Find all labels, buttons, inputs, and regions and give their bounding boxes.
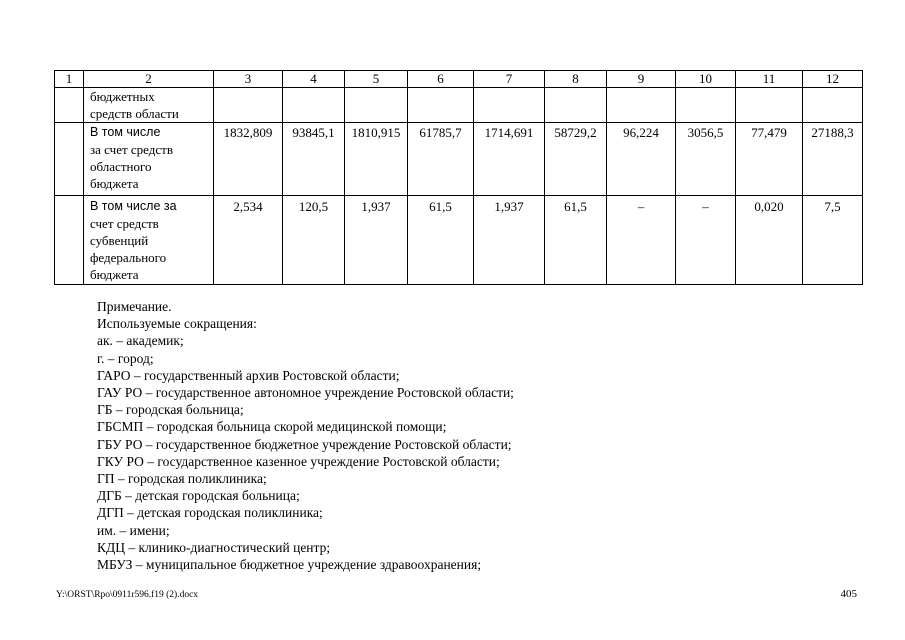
note-line: ГБСМП – городская больница скорой медицинской помощи; [97, 419, 447, 435]
value-cell: 1832,809 [214, 123, 283, 196]
note-line: г. – город; [97, 350, 154, 366]
row-label-cell [84, 123, 214, 196]
note-line: ДГП – детская городская поликлиника; [97, 505, 323, 521]
note-line: ГАУ РО – государственное автономное учреждение Ростовской области; [97, 385, 514, 401]
row-number-cell [55, 196, 84, 285]
value-cell: 61,5 [545, 196, 607, 285]
column-header: 4 [283, 71, 345, 88]
value-cell [803, 88, 863, 123]
column-header: 10 [676, 71, 736, 88]
note-line: ГБ – городская больница; [97, 402, 244, 418]
note-line: ГП – городская поликлиника; [97, 471, 267, 487]
column-header: 3 [214, 71, 283, 88]
value-cell [607, 88, 676, 123]
note-line: Используемые сокращения: [97, 316, 257, 332]
row-label-line: бюджетных [90, 89, 155, 104]
value-cell: 1810,915 [345, 123, 408, 196]
row-label-line: В том числе за [90, 199, 177, 213]
row-label-line: бюджета [90, 267, 139, 282]
page-number: 405 [840, 588, 857, 600]
row-label-cell [84, 196, 214, 285]
column-header: 12 [803, 71, 863, 88]
note-line: МБУЗ – муниципальное бюджетное учреждение здравоохранения; [97, 557, 482, 573]
table-row [55, 123, 863, 196]
note-line: ДГБ – детская городская больница; [97, 488, 300, 504]
note-line: ГКУ РО – государственное казенное учреждение Ростовской области; [97, 453, 500, 469]
value-cell: 3056,5 [676, 123, 736, 196]
value-cell: 93845,1 [283, 123, 345, 196]
value-cell: 1,937 [474, 196, 545, 285]
footer-file-path: Y:\ORST\Rpo\0911r596.f19 (2).docx [56, 590, 199, 600]
value-cell: 58729,2 [545, 123, 607, 196]
value-cell: 27188,3 [803, 123, 863, 196]
row-label-cell [84, 88, 214, 123]
value-cell [545, 88, 607, 123]
row-label-line: субвенций [90, 233, 149, 248]
column-header: 1 [55, 71, 84, 88]
table-row [55, 196, 863, 285]
row-label-line: за счет средств [90, 142, 173, 157]
column-header: 2 [84, 71, 214, 88]
value-cell: – [676, 196, 736, 285]
row-label-line: бюджета [90, 176, 139, 191]
column-header: 5 [345, 71, 408, 88]
column-header: 8 [545, 71, 607, 88]
note-line: ГБУ РО – государственное бюджетное учреждение Ростовской области; [97, 436, 512, 452]
row-label-line: федерального [90, 250, 167, 265]
value-cell: 77,479 [736, 123, 803, 196]
value-cell: 1,937 [345, 196, 408, 285]
row-number-cell [55, 88, 84, 123]
value-cell: 61785,7 [408, 123, 474, 196]
row-label-line: областного [90, 159, 152, 174]
note-line: ак. – академик; [97, 333, 184, 349]
value-cell: 96,224 [607, 123, 676, 196]
value-cell [283, 88, 345, 123]
budget-table [54, 70, 863, 285]
row-number-cell [55, 123, 84, 196]
column-header: 9 [607, 71, 676, 88]
value-cell: 0,020 [736, 196, 803, 285]
value-cell [408, 88, 474, 123]
value-cell: 7,5 [803, 196, 863, 285]
column-header: 6 [408, 71, 474, 88]
value-cell [676, 88, 736, 123]
table-header-row [55, 71, 863, 88]
abbreviations-note [97, 298, 514, 573]
value-cell: 120,5 [283, 196, 345, 285]
table-row [55, 88, 863, 123]
row-label-line: счет средств [90, 216, 159, 231]
value-cell [474, 88, 545, 123]
value-cell: 2,534 [214, 196, 283, 285]
note-title: Примечание. [97, 299, 172, 314]
value-cell: 61,5 [408, 196, 474, 285]
row-label-line: средств области [90, 106, 179, 121]
value-cell [345, 88, 408, 123]
column-header: 7 [474, 71, 545, 88]
value-cell: – [607, 196, 676, 285]
row-label-line: В том числе [90, 125, 161, 139]
note-line: им. – имени; [97, 522, 170, 538]
value-cell [214, 88, 283, 123]
column-header: 11 [736, 71, 803, 88]
note-line: КДЦ – клинико-диагностический центр; [97, 539, 331, 555]
value-cell [736, 88, 803, 123]
note-line: ГАРО – государственный архив Ростовской области; [97, 367, 400, 383]
value-cell: 1714,691 [474, 123, 545, 196]
